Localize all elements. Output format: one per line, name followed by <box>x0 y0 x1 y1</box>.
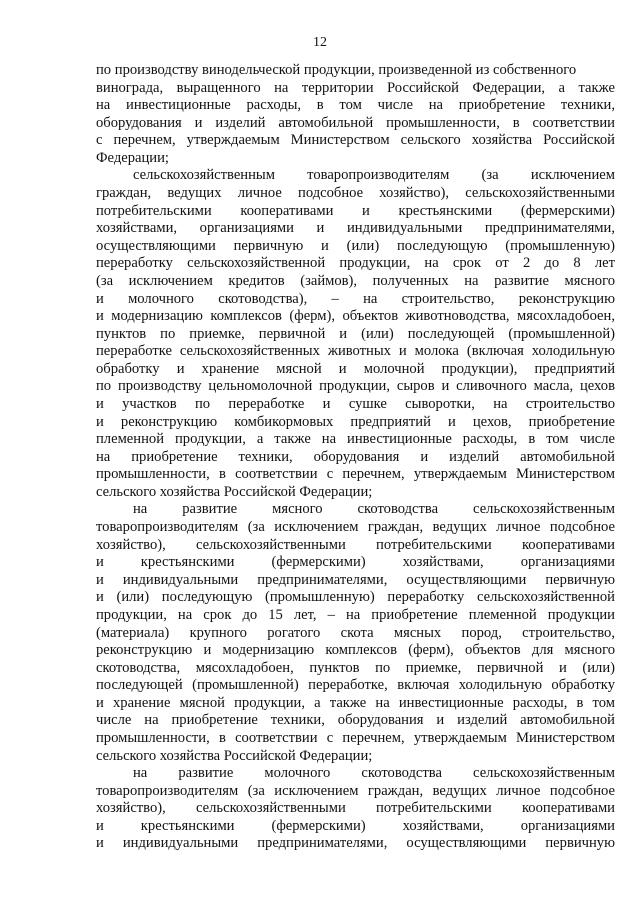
page-number: 12 <box>313 35 327 50</box>
text-line: сельского хозяйства Российской Федерации; <box>96 747 373 764</box>
text-line: пунктов по приемке, первичной и (или) последующей (промышленной) <box>96 325 615 342</box>
text-line: и крестьянскими (фермерскими) хозяйствами, организациями <box>96 817 615 834</box>
text-line: и участков по переработке и сушке сыворотки, на строительство <box>96 395 615 412</box>
text-line: числе на приобретение техники, оборудования и изделий автомобильной <box>96 712 615 729</box>
text-line: товаропроизводителям (за исключением граждан, ведущих личное подсобное <box>96 782 615 799</box>
body-text <box>96 62 615 853</box>
text-line: граждан, ведущих личное подсобное хозяйство), сельскохозяйственными <box>96 185 615 202</box>
text-line: на приобретение техники, оборудования и изделий автомобильной <box>96 448 615 465</box>
text-line: промышленности, в соответствии с перечнем, утверждаемым Министерством <box>96 466 615 483</box>
text-line: и модернизацию комплексов (ферм), объектов животноводства, мясохладобоен, <box>96 308 615 325</box>
text-line: племенной продукции, а также на инвестиционные расходы, в том числе <box>96 431 615 448</box>
text-line: товаропроизводителям (за исключением граждан, ведущих личное подсобное <box>96 519 615 536</box>
text-line: осуществляющими первичную и (или) последующую (промышленную) <box>96 237 615 254</box>
text-line: и реконструкцию комбикормовых предприятий и цехов, приобретение <box>96 413 615 430</box>
text-line: и (или) последующую (промышленную) переработку сельскохозяйственной <box>96 589 615 606</box>
text-line: последующей (промышленной) переработке, включая холодильную обработку <box>96 677 615 694</box>
text-line: на инвестиционные расходы, в том числе на приобретение техники, <box>96 97 615 114</box>
text-line: и индивидуальными предпринимателями, осуществляющими первичную <box>96 571 615 588</box>
text-line: (за исключением кредитов (займов), полученных на развитие мясного <box>96 272 615 289</box>
text-line: и молочного скотоводства), – на строительство, реконструкцию <box>96 290 615 307</box>
text-line: оборудования и изделий автомобильной промышленности, в соответствии <box>96 114 615 131</box>
text-line: реконструкцию и модернизацию комплексов (ферм), объектов для мясного <box>96 642 615 659</box>
text-line: потребительскими кооперативами и крестьянскими (фермерскими) <box>96 202 615 219</box>
text-line: сельского хозяйства Российской Федерации; <box>96 483 373 500</box>
text-line: Федерации; <box>96 149 169 166</box>
text-line: переработке сельскохозяйственных животных и молока (включая холодильную <box>96 343 615 360</box>
text-line: и хранение мясной продукции, а также на инвестиционные расходы, в том <box>96 694 615 711</box>
text-line: продукции, на срок до 15 лет, – на приобретение племенной продукции <box>96 606 615 623</box>
text-line: и крестьянскими (фермерскими) хозяйствами, организациями <box>96 554 615 571</box>
text-line: хозяйство), сельскохозяйственными потребительскими кооперативами <box>96 536 615 553</box>
text-line: обработку и хранение мясной и молочной продукции), предприятий <box>96 360 615 377</box>
text-line: на развитие молочного скотоводства сельскохозяйственным <box>133 765 615 782</box>
text-line: по производству цельномолочной продукции, сыров и сливочного масла, цехов <box>96 378 615 395</box>
text-line: и индивидуальными предпринимателями, осуществляющими первичную <box>96 835 615 852</box>
text-line: хозяйство), сельскохозяйственными потребительскими кооперативами <box>96 800 615 817</box>
text-line: промышленности, в соответствии с перечнем, утверждаемым Министерством <box>96 729 615 746</box>
text-line: (материала) крупного рогатого скота мясных пород, строительство, <box>96 624 615 641</box>
text-line: переработку сельскохозяйственной продукции, на срок от 2 до 8 лет <box>96 255 615 272</box>
text-line: по производству винодельческой продукции, произведенной из собственного <box>96 62 577 78</box>
text-line: на развитие мясного скотоводства сельскохозяйственным <box>133 501 615 518</box>
text-line: хозяйствами, организациями и индивидуальными предпринимателями, <box>96 220 615 237</box>
text-line: сельскохозяйственным товаропроизводителям (за исключением <box>133 167 615 184</box>
text-line: скотоводства, мясохладобоен, пунктов по приемке, первичной и (или) <box>96 659 615 676</box>
text-line: винограда, выращенного на территории Российской Федерации, а также <box>96 79 615 96</box>
text-line: с перечнем, утверждаемым Министерством сельского хозяйства Российской <box>96 132 615 149</box>
